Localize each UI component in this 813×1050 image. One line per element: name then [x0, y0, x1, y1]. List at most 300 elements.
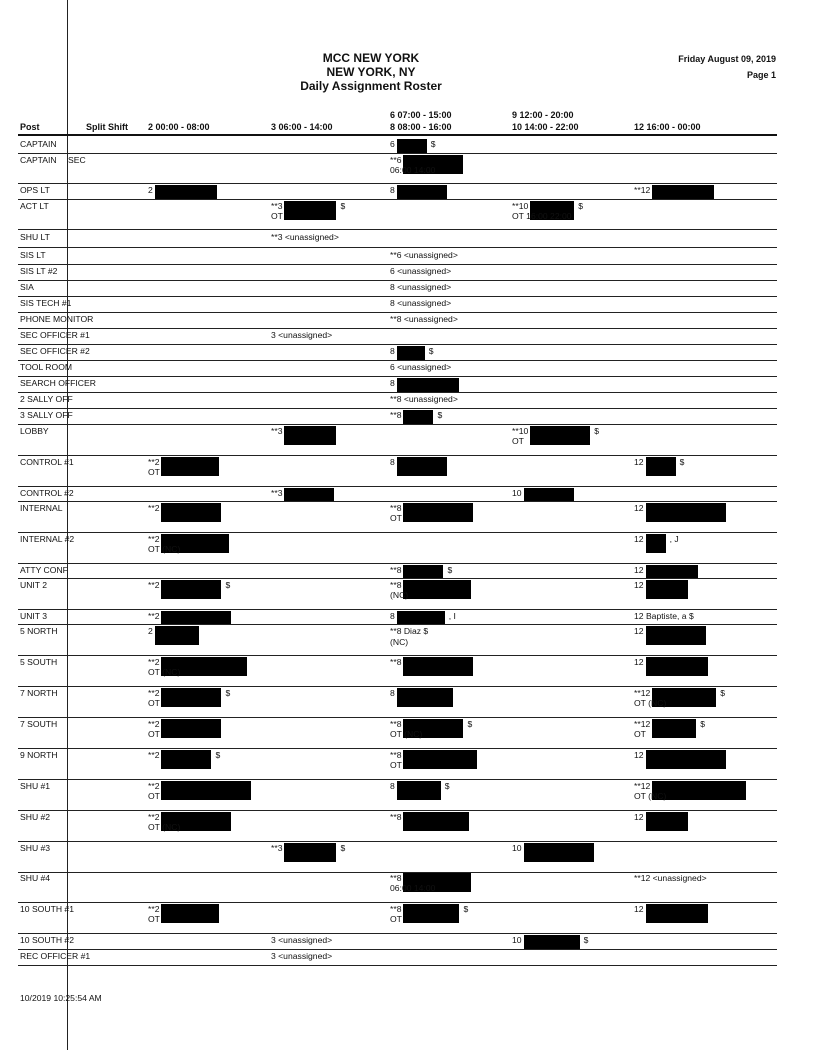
- redaction-bar: [646, 657, 708, 676]
- row-rule: [18, 392, 777, 393]
- redaction-bar: [161, 719, 221, 738]
- assignment-suffix: $: [225, 688, 231, 698]
- assignment-text: UNIT 2: [20, 580, 48, 590]
- assignment-text: 12: [634, 904, 644, 914]
- assignment-text: **8: [390, 719, 402, 729]
- assignment-suffix: $: [340, 201, 346, 211]
- redaction-bar: [403, 565, 443, 579]
- assignment-text: 10 SOUTH #2: [20, 935, 74, 945]
- assignment-c2: [148, 781, 251, 801]
- assignment-c8: [390, 410, 442, 424]
- assignment-text: 8 <unassigned>: [390, 282, 452, 292]
- assignment-c8: [390, 282, 451, 292]
- post-name: [20, 951, 90, 961]
- assignment-c8: [390, 580, 471, 600]
- row-rule: [18, 779, 777, 780]
- post-name: [20, 935, 74, 945]
- row-rule: [18, 153, 777, 154]
- redaction-bar: [646, 534, 666, 553]
- assignment-text: 12: [634, 626, 644, 636]
- row-rule: [18, 609, 777, 610]
- row-rule: [18, 296, 777, 297]
- assignment-note: OT: [271, 211, 283, 221]
- redaction-bar: [646, 812, 688, 831]
- assignment-c12: [634, 185, 714, 199]
- redaction-bar: [161, 904, 219, 923]
- assignment-text: 12: [634, 812, 644, 822]
- assignment-c3: [271, 426, 336, 445]
- col-post: Post: [20, 122, 40, 132]
- col-shift-9: 9 12:00 - 20:00: [512, 110, 574, 120]
- assignment-text: **10: [512, 201, 529, 211]
- assignment-c12: [634, 565, 698, 579]
- assignment-note: OT (NC): [148, 822, 181, 832]
- post-name: [20, 250, 46, 260]
- assignment-suffix: $: [430, 139, 436, 149]
- redaction-bar: [397, 378, 459, 392]
- assignment-suffix: $: [215, 750, 221, 760]
- redaction-bar: [524, 488, 574, 502]
- assignment-text: 10: [512, 488, 522, 498]
- row-rule: [18, 902, 777, 903]
- assignment-text: **10: [512, 426, 529, 436]
- assignment-text: **2: [148, 611, 160, 621]
- post-name: [20, 346, 90, 356]
- assignment-text: PHONE MONITOR: [20, 314, 94, 324]
- assignment-text: 3 <unassigned>: [271, 951, 333, 961]
- assignment-c2: [148, 626, 199, 645]
- assignment-c12: [634, 580, 688, 599]
- assignment-text: 2: [148, 626, 153, 636]
- assignment-text: **6: [390, 155, 402, 165]
- assignment-text: 7 SOUTH: [20, 719, 58, 729]
- row-rule: [18, 717, 777, 718]
- row-rule: [18, 455, 777, 456]
- assignment-text: SIS TECH #1: [20, 298, 72, 308]
- assignment-c8: [390, 266, 451, 276]
- assignment-c12: [634, 657, 708, 676]
- assignment-text: **8: [390, 904, 402, 914]
- redaction-bar: [403, 503, 473, 522]
- post-name: [20, 873, 50, 883]
- assignment-suffix: $: [340, 843, 346, 853]
- assignment-text: 5 SOUTH: [20, 657, 58, 667]
- assignment-text: **2: [148, 503, 160, 513]
- assignment-c12: [634, 457, 684, 476]
- assignment-text: **8 Diaz $: [390, 626, 429, 636]
- header-rule: [18, 134, 777, 136]
- post-name: [20, 266, 57, 276]
- redaction-bar: [161, 457, 219, 476]
- assignment-c8: [390, 873, 471, 893]
- assignment-suffix: $: [720, 688, 726, 698]
- row-rule: [18, 486, 777, 487]
- assignment-text: INTERNAL: [20, 503, 63, 513]
- page-number: Page 1: [746, 70, 776, 80]
- assignment-text: 12 Baptiste, a $: [634, 611, 694, 621]
- assignment-text: CAPTAIN: [20, 139, 57, 149]
- assignment-c3: [271, 951, 332, 961]
- redaction-bar: [397, 611, 445, 625]
- post-name: [20, 657, 57, 667]
- assignment-note: OT (NC): [634, 791, 667, 801]
- assignment-text: INTERNAL #2: [20, 534, 75, 544]
- assignment-text: 10: [512, 935, 522, 945]
- redaction-bar: [524, 843, 594, 862]
- assignment-text: 12: [634, 750, 644, 760]
- assignment-suffix: $: [437, 410, 443, 420]
- assignment-c8: [390, 362, 451, 372]
- row-rule: [18, 183, 777, 184]
- redaction-bar: [397, 457, 447, 476]
- assignment-text: SEC OFFICER #1: [20, 330, 90, 340]
- assignment-text: 12: [634, 580, 644, 590]
- assignment-text: SEC: [68, 155, 86, 165]
- assignment-text: **3: [271, 488, 283, 498]
- assignment-c12: [634, 626, 706, 645]
- redaction-bar: [161, 781, 251, 800]
- post-name: [20, 843, 50, 853]
- assignment-text: CAPTAIN: [20, 155, 57, 165]
- assignment-text: **2: [148, 657, 160, 667]
- assignment-text: **8 <unassigned>: [390, 314, 458, 324]
- assignment-note: OT (NC): [390, 729, 423, 739]
- assignment-c8: [390, 139, 436, 153]
- col-shift-12: 12 16:00 - 00:00: [634, 122, 701, 132]
- assignment-text: SHU LT: [20, 232, 50, 242]
- redaction-bar: [403, 750, 477, 769]
- assignment-text: SHU #4: [20, 873, 51, 883]
- row-rule: [18, 408, 777, 409]
- assignment-c10: [512, 426, 599, 446]
- assignment-text: CONTROL #2: [20, 488, 74, 498]
- assignment-c8: [390, 657, 473, 676]
- assignment-text: **2: [148, 812, 160, 822]
- assignment-c10: [512, 935, 588, 949]
- post-name: [20, 812, 50, 822]
- assignment-text: ATTY CONF: [20, 565, 68, 575]
- assignment-c12: [634, 781, 746, 801]
- assignment-text: **3: [271, 201, 283, 211]
- assignment-text: **2: [148, 719, 160, 729]
- assignment-text: 8 <unassigned>: [390, 298, 452, 308]
- assignment-text: **2: [148, 688, 160, 698]
- assignment-c10: [512, 488, 574, 502]
- assignment-text: 8: [390, 346, 395, 356]
- assignment-suffix: $: [463, 904, 469, 914]
- assignment-text: **8: [390, 410, 402, 420]
- row-rule: [18, 578, 777, 579]
- post-name: [20, 611, 47, 621]
- assignment-c8: [390, 250, 458, 260]
- assignment-text: **3 <unassigned>: [271, 232, 339, 242]
- assignment-text: 8: [390, 185, 395, 195]
- assignment-c12: [634, 750, 726, 769]
- assignment-suffix: $: [578, 201, 584, 211]
- assignment-c2: [148, 503, 221, 522]
- assignment-note: (NC): [390, 637, 409, 647]
- assignment-c12: [634, 719, 705, 739]
- assignment-c8: [390, 781, 450, 800]
- redaction-bar: [646, 565, 698, 579]
- assignment-c3: [271, 330, 332, 340]
- post-name: [20, 139, 57, 149]
- assignment-note: 06:00 14:00: [390, 165, 436, 175]
- redaction-bar: [161, 611, 231, 625]
- assignment-text: SEARCH OFFICER: [20, 378, 96, 388]
- redaction-bar: [161, 688, 221, 707]
- facility-title: MCC NEW YORK: [322, 51, 420, 65]
- assignment-c2: [148, 750, 220, 769]
- assignment-text: **3: [271, 843, 283, 853]
- assignment-text: **8: [390, 657, 402, 667]
- post-name: [20, 719, 57, 729]
- assignment-text: **8: [390, 565, 402, 575]
- assignment-c8: [390, 812, 469, 831]
- assignment-c8: [390, 626, 428, 647]
- assignment-text: **8: [390, 873, 402, 883]
- post-name: [20, 298, 71, 308]
- assignment-c8: [390, 314, 458, 324]
- post-name: [20, 488, 74, 498]
- assignment-note: OT: [512, 436, 524, 446]
- assignment-c12: [634, 688, 725, 708]
- roster-title: Daily Assignment Roster: [300, 79, 442, 93]
- assignment-note: OT (NC): [634, 698, 667, 708]
- post-name: [20, 155, 57, 165]
- assignment-c8: [390, 565, 452, 579]
- assignment-c2: [148, 719, 221, 739]
- row-rule: [18, 810, 777, 811]
- redaction-bar: [284, 843, 336, 862]
- assignment-suffix: $: [583, 935, 589, 945]
- post-name: [20, 232, 50, 242]
- assignment-c12: [634, 503, 726, 522]
- col-shift-10: 10 14:00 - 22:00: [512, 122, 579, 132]
- assignment-note: OT: [148, 698, 160, 708]
- assignment-text: TOOL ROOM: [20, 362, 73, 372]
- assignment-text: **8: [390, 580, 402, 590]
- redaction-bar: [646, 626, 706, 645]
- post-name: [20, 185, 50, 195]
- post-name: [20, 565, 68, 575]
- assignment-c8: [390, 378, 459, 392]
- assignment-text: 7 NORTH: [20, 688, 58, 698]
- row-rule: [18, 748, 777, 749]
- assignment-suffix: , J: [669, 534, 679, 544]
- col-shift-3: 3 06:00 - 14:00: [271, 122, 333, 132]
- assignment-text: 12: [634, 457, 644, 467]
- assignment-text: **8: [390, 750, 402, 760]
- redaction-bar: [646, 904, 708, 923]
- assignment-text: 8: [390, 611, 395, 621]
- post-name: [20, 904, 74, 914]
- redaction-bar: [652, 185, 714, 199]
- assignment-text: **2: [148, 580, 160, 590]
- row-rule: [18, 229, 777, 230]
- col-shift-6: 6 07:00 - 15:00: [390, 110, 452, 120]
- redaction-bar: [161, 503, 221, 522]
- row-rule: [18, 501, 777, 502]
- assignment-text: SHU #2: [20, 812, 51, 822]
- assignment-c8: [390, 346, 434, 360]
- post-name: [20, 750, 58, 760]
- assignment-text: 8: [390, 457, 395, 467]
- assignment-c2: [148, 534, 229, 554]
- assignment-c3: [271, 488, 334, 502]
- assignment-text: SHU #1: [20, 781, 51, 791]
- assignment-text: 2 SALLY OFF: [20, 394, 73, 404]
- assignment-c8: [390, 298, 451, 308]
- assignment-c10: [512, 201, 583, 221]
- assignment-suffix: $: [225, 580, 231, 590]
- row-rule: [18, 280, 777, 281]
- assignment-text: CONTROL #1: [20, 457, 74, 467]
- assignment-text: **12: [634, 781, 651, 791]
- assignment-text: SEC OFFICER #2: [20, 346, 90, 356]
- assignment-c8: [390, 185, 447, 199]
- assignment-note: OT: [148, 791, 160, 801]
- assignment-note: OT: [390, 760, 402, 770]
- post-name: [20, 314, 93, 324]
- assignment-c12: [634, 873, 707, 883]
- row-rule: [18, 563, 777, 564]
- row-rule: [18, 624, 777, 625]
- assignment-c12: [634, 904, 708, 923]
- assignment-suffix: $: [428, 346, 434, 356]
- assignment-c3: [271, 232, 339, 242]
- assignment-c8: [390, 688, 453, 707]
- redaction-bar: [155, 185, 217, 199]
- row-rule: [18, 264, 777, 265]
- row-rule: [18, 344, 777, 345]
- redaction-bar: [403, 812, 469, 831]
- redaction-bar: [646, 457, 676, 476]
- assignment-c2: [148, 185, 217, 199]
- assignment-c8: [390, 155, 463, 175]
- assignment-note: OT (NC): [148, 667, 181, 677]
- assignment-c2: [148, 688, 230, 708]
- assignment-c8: [390, 611, 456, 625]
- split-shift: [68, 155, 86, 165]
- post-name: [20, 781, 50, 791]
- assignment-text: **2: [148, 534, 160, 544]
- assignment-text: SIS LT #2: [20, 266, 58, 276]
- redaction-bar: [284, 488, 334, 502]
- col-split-shift: Split Shift: [86, 122, 128, 132]
- assignment-c8: [390, 719, 472, 739]
- assignment-text: 2: [148, 185, 153, 195]
- row-rule: [18, 360, 777, 361]
- assignment-c8: [390, 457, 447, 476]
- assignment-text: **2: [148, 781, 160, 791]
- redaction-bar: [397, 185, 447, 199]
- redaction-bar: [161, 580, 221, 599]
- row-rule: [18, 328, 777, 329]
- post-name: [20, 410, 73, 420]
- assignment-text: 9 NORTH: [20, 750, 58, 760]
- assignment-text: 10: [512, 843, 522, 853]
- assignment-note: OT: [148, 729, 160, 739]
- row-rule: [18, 376, 777, 377]
- assignment-c8: [390, 904, 468, 924]
- row-rule: [18, 933, 777, 934]
- assignment-text: **3: [271, 426, 283, 436]
- assignment-c12: [634, 611, 694, 621]
- assignment-note: OT (NC): [148, 544, 181, 554]
- assignment-text: **6 <unassigned>: [390, 250, 458, 260]
- post-name: [20, 282, 34, 292]
- redaction-bar: [161, 750, 211, 769]
- assignment-text: 10 SOUTH #1: [20, 904, 74, 914]
- assignment-note: OT 16:00 22:00: [512, 211, 572, 221]
- row-rule: [18, 312, 777, 313]
- assignment-text: **12 <unassigned>: [634, 873, 707, 883]
- row-rule: [18, 686, 777, 687]
- post-name: [20, 330, 90, 340]
- assignment-text: **8: [390, 812, 402, 822]
- assignment-text: **8 <unassigned>: [390, 394, 458, 404]
- assignment-c3: [271, 201, 345, 221]
- assignment-text: **12: [634, 688, 651, 698]
- row-rule: [18, 841, 777, 842]
- assignment-suffix: $: [444, 781, 450, 791]
- assignment-suffix: $: [447, 565, 453, 575]
- assignment-c2: [148, 657, 247, 677]
- assignment-note: OT: [390, 914, 402, 924]
- assignment-text: 12: [634, 503, 644, 513]
- redaction-bar: [646, 750, 726, 769]
- redaction-bar: [397, 139, 427, 153]
- assignment-text: LOBBY: [20, 426, 49, 436]
- assignment-suffix: $: [594, 426, 600, 436]
- assignment-suffix: , I: [448, 611, 456, 621]
- assignment-note: OT: [148, 914, 160, 924]
- redaction-bar: [155, 626, 199, 645]
- redaction-bar: [284, 426, 336, 445]
- row-rule: [18, 965, 777, 966]
- assignment-text: 12: [634, 565, 644, 575]
- assignment-text: OPS LT: [20, 185, 50, 195]
- assignment-c12: [634, 812, 688, 831]
- assignment-c3: [271, 843, 345, 862]
- row-rule: [18, 199, 777, 200]
- assignment-c2: [148, 611, 231, 625]
- row-rule: [18, 247, 777, 248]
- assignment-c10: [512, 843, 594, 862]
- redaction-bar: [652, 719, 696, 738]
- assignment-text: 5 NORTH: [20, 626, 58, 636]
- post-name: [20, 378, 96, 388]
- assignment-text: 12: [634, 657, 644, 667]
- redaction-bar: [403, 580, 471, 599]
- location-title: NEW YORK, NY: [326, 65, 416, 79]
- assignment-text: 6 <unassigned>: [390, 266, 452, 276]
- assignment-text: **2: [148, 457, 160, 467]
- assignment-suffix: $: [467, 719, 473, 729]
- assignment-text: SIS LT: [20, 250, 46, 260]
- assignment-text: 8: [390, 781, 395, 791]
- assignment-c8: [390, 503, 473, 523]
- post-name: [20, 201, 49, 211]
- assignment-c2: [148, 457, 219, 477]
- assignment-note: OT: [148, 467, 160, 477]
- redaction-bar: [646, 580, 688, 599]
- row-rule: [18, 532, 777, 533]
- redaction-bar: [403, 904, 459, 923]
- redaction-bar: [530, 426, 590, 445]
- assignment-text: 12: [634, 534, 644, 544]
